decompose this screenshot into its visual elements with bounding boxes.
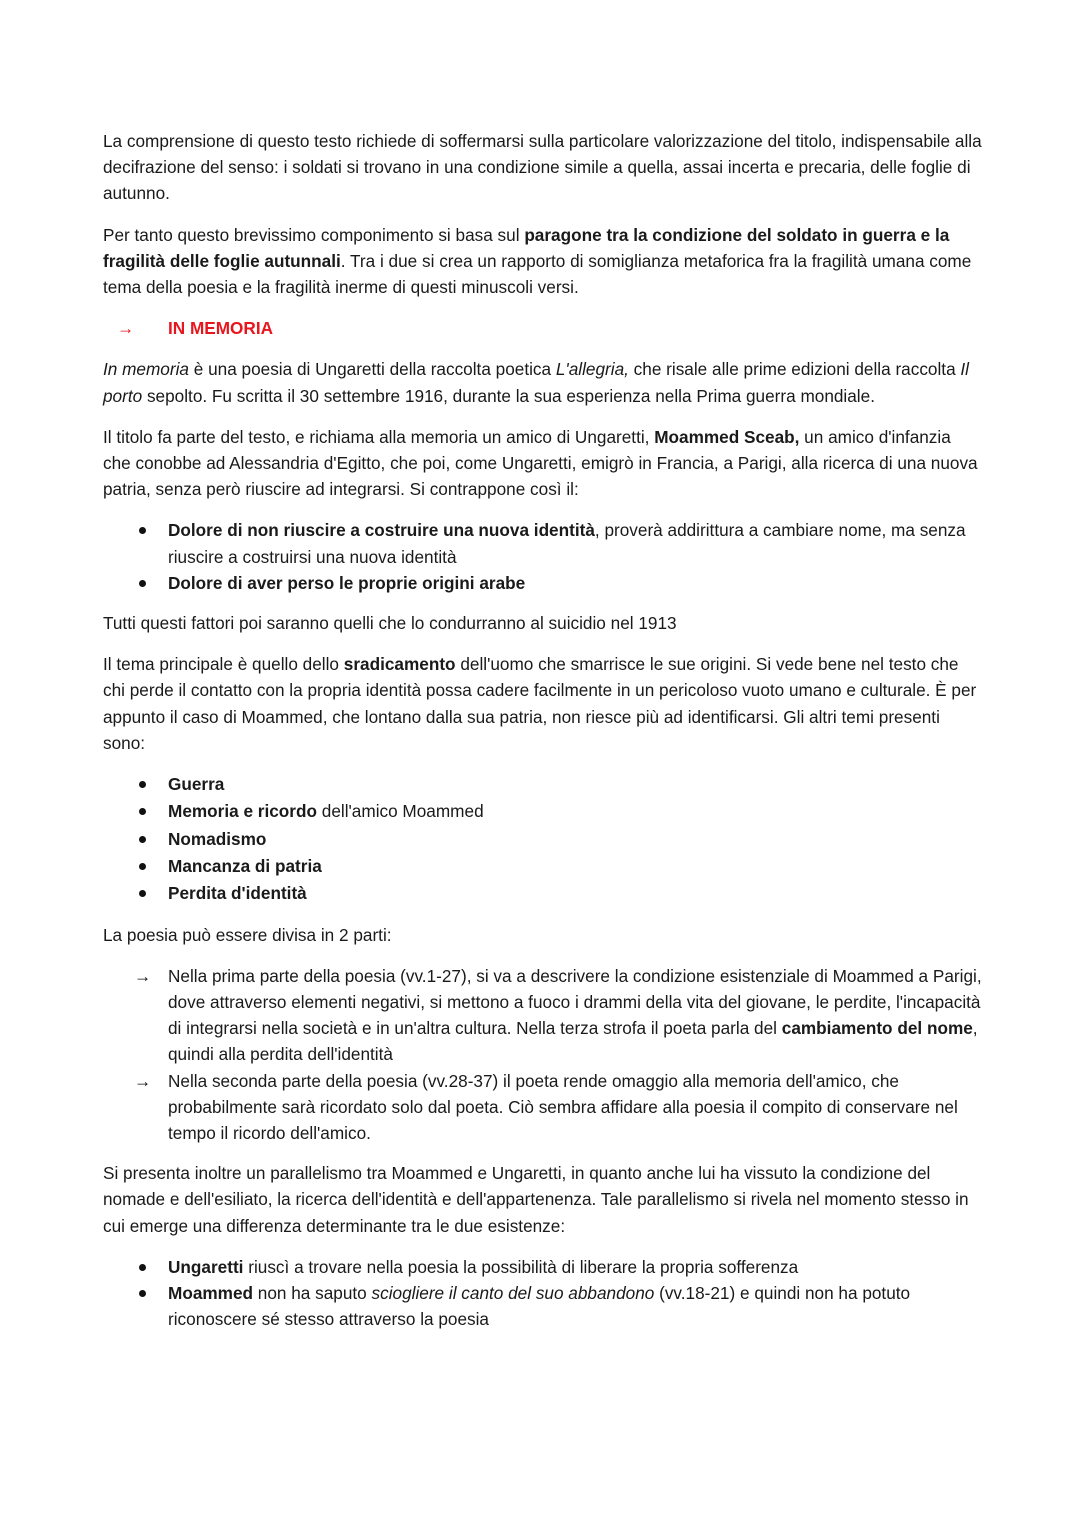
list-item: Ungaretti riuscì a trovare nella poesia la possibilità di liberare la propria sofferenza: [103, 1254, 983, 1280]
paragraph-title-meaning: La comprensione di questo testo richiede di soffermarsi sulla particolare valorizzazione del titolo, indispensabile alla decifrazione del senso: i soldati si trovano in una condizione simile a quella, assai incerta e precaria, delle foglie di autunno.: [103, 131, 982, 204]
list-item: Guerra: [103, 771, 983, 798]
bullet-list-difference: [103, 1254, 983, 1333]
paragraph-intro-in-memoria: In memoria è una poesia di Ungaretti della raccolta poetica L'allegria, che risale alle prime edizioni della raccolta Il porto sepolto. Fu scritta il 30 settembre 1916, durante la sua esperienza nella Prima guerra mondiale.: [103, 359, 969, 406]
arrow-right-icon: →: [117, 318, 135, 339]
list-item: → Nella seconda parte della poesia (vv.28-37) il poeta rende omaggio alla memoria dell'amico, che probabilmente sarà ricordato solo dal poeta. Ciò sembra affidare alla poesia il compito di conservare nel tempo il ricordo dell'amico.: [103, 1068, 983, 1147]
list-item: Nomadismo: [103, 826, 983, 853]
list-item: → Nella prima parte della poesia (vv.1-27), si va a descrivere la condizione esistenziale di Moammed a Parigi, dove attraverso elementi negativi, si mettono a fuoco i drammi della vita del giovane, le perdite, l'incapacità di integrarsi nella società e in un'altra cultura. Nella terza strofa il poeta parla del cambiamento del nome, quindi alla perdita dell'identità: [103, 963, 983, 1068]
bullet-list-dolore: [103, 517, 983, 596]
list-item: Dolore di non riuscire a costruire una nuova identità, proverà addirittura a cambiare nome, ma senza riuscire a costruirsi una nuova identità: [103, 517, 983, 569]
arrow-right-icon: →: [134, 1070, 152, 1091]
paragraph-main-theme: Il tema principale è quello dello sradicamento dell'uomo che smarrisce le sue origini. Si vede bene nel testo che chi perde il contatto con la propria identità possa cadere facilmente in un pericoloso vuoto umano e culturale. È per appunto il caso di Moammed, che lontano dalla sua patria, non riesce più ad identificarsi. Gli altri temi presenti sono:: [103, 654, 977, 753]
document-page: [103, 128, 983, 1346]
paragraph-parallelism: Si presenta inoltre un parallelismo tra Moammed e Ungaretti, in quanto anche lui ha vissuto la condizione del nomade e dell'esiliato, la ricerca dell'identità e dell'appartenenza. Tale parallelismo si rivela nel momento stesso in cui emerge una differenza determinante tra le due esistenze:: [103, 1163, 969, 1236]
bold-comparison: paragone tra la condizione del soldato in guerra e la fragilità delle foglie autunnali: [103, 224, 950, 271]
section-heading-label: IN MEMORIA: [168, 318, 274, 339]
list-item: Memoria e ricordo dell'amico Moammed: [103, 798, 983, 825]
arrow-list-parts: [103, 963, 983, 1146]
arrow-right-icon: →: [134, 965, 152, 986]
list-item: Moammed non ha saputo sciogliere il canto del suo abbandono (vv.18-21) e quindi non ha potuto riconoscere sé stesso attraverso la poesia: [103, 1280, 983, 1332]
paragraph-moammed: Il titolo fa parte del testo, e richiama alla memoria un amico di Ungaretti, Moammed Sceab, un amico d'infanzia che conobbe ad Alessandria d'Egitto, che poi, come Ungaretti, emigrò in Francia, a Parigi, alla ricerca di una nuova patria, senza però riuscire ad integrarsi. Si contrappone così il:: [103, 426, 978, 500]
paragraph-suicide: Tutti questi fattori poi saranno quelli che lo condurranno al suicidio nel 1913: [103, 613, 677, 634]
paragraph-two-parts: La poesia può essere divisa in 2 parti:: [103, 924, 392, 945]
list-item: Dolore di aver perso le proprie origini arabe: [103, 570, 983, 596]
list-item: Perdita d'identità: [103, 880, 983, 907]
paragraph-comparison: Per tanto questo brevissimo componimento si basa sul paragone tra la condizione del soldato in guerra e la fragilità delle foglie autunnali. Tra i due si crea un rapporto di somiglianza metaforica fra la fragilità umana come tema della poesia e la fragilità inerme di questi minuscoli versi.: [103, 224, 972, 298]
section-heading-in-memoria: [117, 315, 983, 341]
list-item: Mancanza di patria: [103, 853, 983, 880]
bullet-list-themes: [103, 771, 983, 907]
